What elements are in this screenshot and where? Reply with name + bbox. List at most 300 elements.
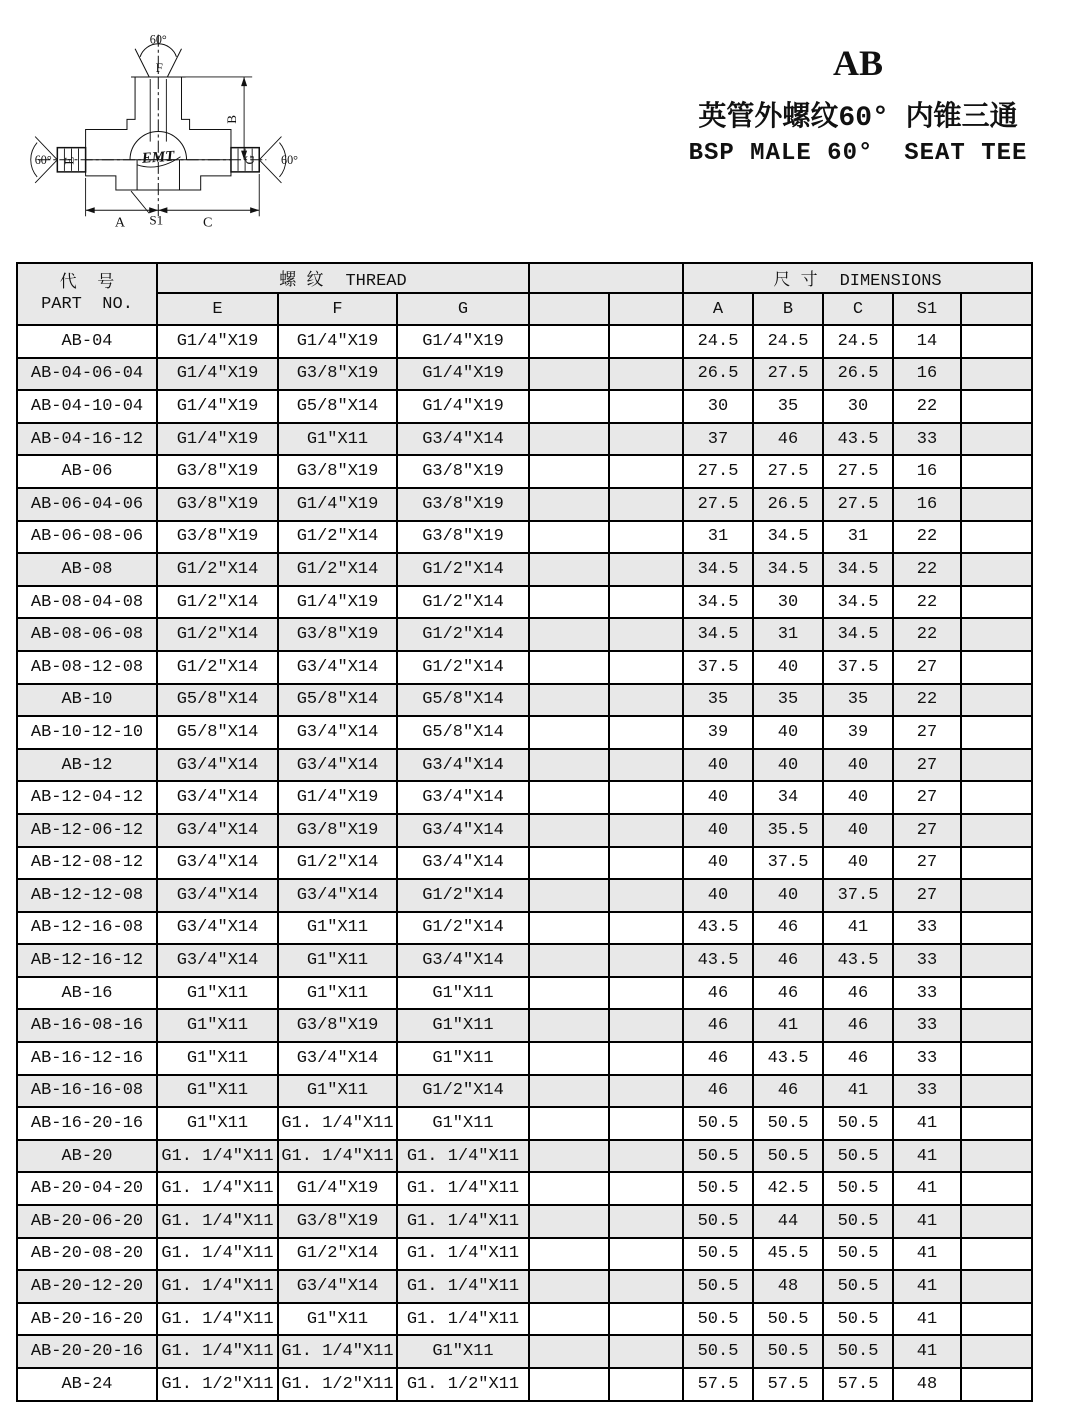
- cell-empty: [609, 1335, 683, 1368]
- cell-empty: [609, 521, 683, 554]
- table-row: [17, 1205, 1032, 1238]
- cell-dim-c: 50.5: [823, 1205, 893, 1238]
- cell-dim-c: 31: [823, 521, 893, 554]
- cell-thread-g: G1/4″X19: [397, 390, 529, 423]
- cell-thread-e: G1″X11: [157, 1075, 278, 1108]
- cell-dim-a: 31: [683, 521, 753, 554]
- cell-part-no: AB-20-08-20: [17, 1238, 157, 1271]
- cell-thread-f: G1″X11: [278, 1303, 397, 1336]
- cell-part-no: AB-16-20-16: [17, 1107, 157, 1140]
- cell-dim-b: 26.5: [753, 488, 823, 521]
- cell-empty: [529, 1205, 609, 1238]
- cell-empty: [609, 879, 683, 912]
- cell-empty: [609, 977, 683, 1010]
- cell-empty: [609, 1009, 683, 1042]
- cell-thread-e: G1″X11: [157, 1042, 278, 1075]
- cell-thread-f: G1. 1/4″X11: [278, 1107, 397, 1140]
- cell-part-no: AB-12-04-12: [17, 781, 157, 814]
- col-header-g: G: [397, 293, 529, 325]
- cell-dim-b: 34.5: [753, 553, 823, 586]
- cell-empty: [961, 1042, 1032, 1075]
- cell-dim-b: 34: [753, 781, 823, 814]
- cell-thread-g: G1/4″X19: [397, 325, 529, 358]
- cell-dim-a: 34.5: [683, 618, 753, 651]
- cell-thread-g: G1. 1/4″X11: [397, 1238, 529, 1271]
- table-row: [17, 390, 1032, 423]
- cell-dim-b: 45.5: [753, 1238, 823, 1271]
- cell-thread-g: G3/4″X14: [397, 423, 529, 456]
- cell-dim-c: 30: [823, 390, 893, 423]
- cell-dim-a: 40: [683, 879, 753, 912]
- cell-dim-s1: 22: [893, 553, 961, 586]
- cell-part-no: AB-16-16-08: [17, 1075, 157, 1108]
- cell-dim-c: 50.5: [823, 1335, 893, 1368]
- cell-empty: [961, 423, 1032, 456]
- cell-part-no: AB-08-04-08: [17, 586, 157, 619]
- cell-thread-f: G3/8″X19: [278, 358, 397, 391]
- header-thread-cn: 螺 纹: [279, 272, 324, 291]
- cell-dim-b: 27.5: [753, 455, 823, 488]
- cell-dim-a: 27.5: [683, 488, 753, 521]
- cell-dim-a: 24.5: [683, 325, 753, 358]
- cell-dim-a: 50.5: [683, 1205, 753, 1238]
- cell-thread-f: G3/4"X14: [278, 1270, 397, 1303]
- cell-empty: [961, 912, 1032, 945]
- cell-thread-e: G3/8″X19: [157, 455, 278, 488]
- cell-dim-a: 46: [683, 1042, 753, 1075]
- b-label: B: [224, 115, 240, 124]
- cell-part-no: AB-04-06-04: [17, 358, 157, 391]
- cell-thread-f: G1″X11: [278, 977, 397, 1010]
- table-row: [17, 1335, 1032, 1368]
- cell-thread-f: G1. 1/4″X11: [278, 1140, 397, 1173]
- col-header-empty: [529, 293, 609, 325]
- table-row: [17, 684, 1032, 717]
- cell-thread-f: G1/2″X14: [278, 1238, 397, 1271]
- cell-empty: [961, 358, 1032, 391]
- cell-thread-f: G1/2″X14: [278, 847, 397, 880]
- cell-part-no: AB-12-16-08: [17, 912, 157, 945]
- header-dimensions: [683, 263, 1032, 293]
- cell-empty: [961, 325, 1032, 358]
- table-row: [17, 455, 1032, 488]
- cell-thread-g: G3/4″X14: [397, 847, 529, 880]
- cell-dim-s1: 41: [893, 1303, 961, 1336]
- cell-thread-f: G3/8″X19: [278, 455, 397, 488]
- cell-thread-g: G1″X11: [397, 1042, 529, 1075]
- product-title-en: BSP MALE 60° SEAT TEE: [688, 139, 1028, 167]
- cell-dim-a: 43.5: [683, 912, 753, 945]
- cell-thread-f: G3/4″X14: [278, 716, 397, 749]
- cell-dim-s1: 27: [893, 847, 961, 880]
- cell-dim-b: 50.5: [753, 1140, 823, 1173]
- cell-dim-s1: 27: [893, 781, 961, 814]
- cell-thread-e: G1/4″X19: [157, 325, 278, 358]
- table-row: [17, 1368, 1032, 1401]
- cell-dim-b: 37.5: [753, 847, 823, 880]
- cell-part-no: AB-10: [17, 684, 157, 717]
- cell-empty: [961, 553, 1032, 586]
- cell-empty: [609, 358, 683, 391]
- cell-empty: [529, 1075, 609, 1108]
- left-angle-label: 60°: [34, 152, 52, 167]
- a-label: A: [114, 214, 126, 231]
- cell-dim-c: 27.5: [823, 488, 893, 521]
- table-row: [17, 749, 1032, 782]
- cell-thread-f: G3/8″X19: [278, 814, 397, 847]
- cell-part-no: AB-12-08-12: [17, 847, 157, 880]
- cell-thread-f: G3/4″X14: [278, 651, 397, 684]
- cell-dim-s1: 41: [893, 1140, 961, 1173]
- cell-thread-f: G1″X11: [278, 1075, 397, 1108]
- cell-empty: [609, 1172, 683, 1205]
- cell-part-no: AB-04: [17, 325, 157, 358]
- cell-empty: [609, 455, 683, 488]
- cell-empty: [961, 488, 1032, 521]
- cell-empty: [609, 1303, 683, 1336]
- cell-empty: [961, 586, 1032, 619]
- cell-empty: [609, 1368, 683, 1401]
- cell-dim-a: 34.5: [683, 553, 753, 586]
- cell-thread-e: G1/4″X19: [157, 358, 278, 391]
- cell-empty: [529, 749, 609, 782]
- cell-dim-b: 40: [753, 879, 823, 912]
- cell-part-no: AB-04-10-04: [17, 390, 157, 423]
- cell-thread-e: G1/4″X19: [157, 390, 278, 423]
- header-thread: [157, 263, 529, 293]
- emt-logo: EMT: [141, 148, 176, 167]
- table-row: [17, 781, 1032, 814]
- cell-empty: [961, 781, 1032, 814]
- cell-empty: [609, 1205, 683, 1238]
- table-row: [17, 358, 1032, 391]
- cell-dim-b: 57.5: [753, 1368, 823, 1401]
- table-row: [17, 1009, 1032, 1042]
- cell-thread-f: G1″X11: [278, 423, 397, 456]
- table-row: [17, 553, 1032, 586]
- header-part-no-cn: 代 号: [59, 273, 115, 293]
- cell-thread-f: G1/4″X19: [278, 586, 397, 619]
- cell-thread-f: G3/4″X14: [278, 1042, 397, 1075]
- cell-dim-a: 50.5: [683, 1140, 753, 1173]
- cell-dim-b: 43.5: [753, 1042, 823, 1075]
- cell-thread-g: G1. 1/4″X11: [397, 1270, 529, 1303]
- table-row: [17, 912, 1032, 945]
- cell-dim-b: 30: [753, 586, 823, 619]
- cell-dim-s1: 48: [893, 1368, 961, 1401]
- cell-dim-s1: 41: [893, 1270, 961, 1303]
- cell-empty: [961, 814, 1032, 847]
- product-title-cn: 英管外螺纹60° 内锥三通: [698, 102, 1018, 134]
- cell-dim-b: 40: [753, 651, 823, 684]
- cell-thread-g: G1. 1/4″X11: [397, 1205, 529, 1238]
- cell-thread-e: G1″X11: [157, 977, 278, 1010]
- cell-dim-a: 46: [683, 1009, 753, 1042]
- cell-dim-c: 37.5: [823, 651, 893, 684]
- cell-thread-e: G1. 1/4″X11: [157, 1238, 278, 1271]
- cell-empty: [529, 1270, 609, 1303]
- cell-dim-b: 46: [753, 944, 823, 977]
- cell-empty: [961, 1107, 1032, 1140]
- cell-dim-a: 46: [683, 1075, 753, 1108]
- cell-dim-s1: 16: [893, 358, 961, 391]
- cell-part-no: AB-24: [17, 1368, 157, 1401]
- cell-part-no: AB-20-06-20: [17, 1205, 157, 1238]
- cell-empty: [529, 1172, 609, 1205]
- cell-thread-f: G1/2″X14: [278, 521, 397, 554]
- cell-part-no: AB-20-04-20: [17, 1172, 157, 1205]
- cell-dim-s1: 33: [893, 1042, 961, 1075]
- cell-dim-s1: 27: [893, 749, 961, 782]
- cell-dim-c: 50.5: [823, 1140, 893, 1173]
- cell-dim-c: 40: [823, 814, 893, 847]
- cell-empty: [529, 1042, 609, 1075]
- cell-part-no: AB-08-06-08: [17, 618, 157, 651]
- cell-thread-g: G1″X11: [397, 1107, 529, 1140]
- cell-empty: [529, 847, 609, 880]
- cell-thread-g: G3/8″X19: [397, 455, 529, 488]
- cell-part-no: AB-06-04-06: [17, 488, 157, 521]
- cell-dim-c: 40: [823, 847, 893, 880]
- cell-dim-s1: 33: [893, 423, 961, 456]
- cell-dim-a: 50.5: [683, 1238, 753, 1271]
- cell-empty: [529, 455, 609, 488]
- cell-empty: [961, 651, 1032, 684]
- cell-thread-g: G1. 1/2″X11: [397, 1368, 529, 1401]
- s1-label: S1: [149, 212, 164, 228]
- cell-part-no: AB-08-12-08: [17, 651, 157, 684]
- cell-thread-f: G3/8″X19: [278, 1009, 397, 1042]
- cell-thread-e: G1/4″X19: [157, 423, 278, 456]
- cell-thread-e: G5/8″X14: [157, 684, 278, 717]
- cell-empty: [529, 684, 609, 717]
- cell-empty: [609, 1140, 683, 1173]
- cell-dim-b: 50.5: [753, 1107, 823, 1140]
- cell-thread-e: G1. 1/4″X11: [157, 1335, 278, 1368]
- cell-empty: [961, 1140, 1032, 1173]
- cell-thread-e: G1. 1/4″X11: [157, 1140, 278, 1173]
- cell-thread-f: G5/8″X14: [278, 390, 397, 423]
- cell-empty: [961, 1335, 1032, 1368]
- cell-thread-g: G3/4″X14: [397, 749, 529, 782]
- table-row: [17, 586, 1032, 619]
- cell-thread-e: G3/4″X14: [157, 749, 278, 782]
- cell-empty: [529, 1368, 609, 1401]
- cell-dim-s1: 22: [893, 684, 961, 717]
- cell-dim-s1: 22: [893, 390, 961, 423]
- cell-dim-a: 50.5: [683, 1172, 753, 1205]
- cell-part-no: AB-16-12-16: [17, 1042, 157, 1075]
- cell-empty: [609, 553, 683, 586]
- cell-empty: [529, 488, 609, 521]
- cell-empty: [609, 912, 683, 945]
- cell-empty: [961, 1270, 1032, 1303]
- technical-drawing: [22, 28, 340, 236]
- cell-dim-b: 24.5: [753, 325, 823, 358]
- cell-dim-a: 50.5: [683, 1270, 753, 1303]
- cell-thread-e: G3/8″X19: [157, 488, 278, 521]
- cell-dim-c: 41: [823, 912, 893, 945]
- table-row: [17, 716, 1032, 749]
- cell-thread-f: G1/4″X19: [278, 1172, 397, 1205]
- cell-dim-c: 46: [823, 1009, 893, 1042]
- product-code: AB: [832, 43, 883, 83]
- table-row: [17, 1042, 1032, 1075]
- cell-thread-g: G1/2″X14: [397, 1075, 529, 1108]
- cell-thread-g: G1/2″X14: [397, 912, 529, 945]
- cell-thread-g: G1/2″X14: [397, 651, 529, 684]
- cell-empty: [961, 684, 1032, 717]
- cell-empty: [529, 716, 609, 749]
- cell-empty: [529, 977, 609, 1010]
- cell-empty: [961, 847, 1032, 880]
- table-row: [17, 1172, 1032, 1205]
- cell-thread-e: G1. 1/4″X11: [157, 1205, 278, 1238]
- cell-thread-f: G1″X11: [278, 944, 397, 977]
- cell-empty: [961, 455, 1032, 488]
- cell-thread-g: G1. 1/4″X11: [397, 1140, 529, 1173]
- cell-part-no: AB-04-16-12: [17, 423, 157, 456]
- header-thread-en: THREAD: [345, 272, 407, 291]
- col-header-b: B: [753, 293, 823, 325]
- cell-empty: [529, 325, 609, 358]
- cell-dim-b: 46: [753, 423, 823, 456]
- cell-thread-e: G1″X11: [157, 1107, 278, 1140]
- cell-thread-e: G3/4″X14: [157, 879, 278, 912]
- cell-empty: [609, 423, 683, 456]
- cell-dim-a: 50.5: [683, 1107, 753, 1140]
- cell-empty: [609, 749, 683, 782]
- col-header-c: C: [823, 293, 893, 325]
- cell-thread-e: G3/4″X14: [157, 847, 278, 880]
- cell-thread-f: G1. 1/2″X11: [278, 1368, 397, 1401]
- cell-thread-e: G1/2″X14: [157, 651, 278, 684]
- cell-empty: [609, 684, 683, 717]
- cell-part-no: AB-12-16-12: [17, 944, 157, 977]
- cell-thread-f: G3/8″X19: [278, 618, 397, 651]
- cell-dim-b: 34.5: [753, 521, 823, 554]
- cell-empty: [609, 1270, 683, 1303]
- cell-dim-s1: 14: [893, 325, 961, 358]
- cell-empty: [961, 977, 1032, 1010]
- cell-thread-g: G1″X11: [397, 977, 529, 1010]
- cell-part-no: AB-12-06-12: [17, 814, 157, 847]
- cell-dim-b: 35.5: [753, 814, 823, 847]
- cell-dim-b: 27.5: [753, 358, 823, 391]
- cell-dim-b: 46: [753, 1075, 823, 1108]
- cell-empty: [529, 1140, 609, 1173]
- cell-dim-s1: 41: [893, 1107, 961, 1140]
- cell-empty: [529, 586, 609, 619]
- cell-dim-b: 31: [753, 618, 823, 651]
- cell-empty: [961, 716, 1032, 749]
- cell-dim-c: 34.5: [823, 586, 893, 619]
- cell-dim-c: 40: [823, 749, 893, 782]
- cell-dim-b: 40: [753, 716, 823, 749]
- cell-dim-b: 44: [753, 1205, 823, 1238]
- cell-empty: [609, 1238, 683, 1271]
- cell-empty: [529, 912, 609, 945]
- col-header-empty: [961, 293, 1032, 325]
- cell-thread-e: G1/2″X14: [157, 553, 278, 586]
- cell-dim-b: 50.5: [753, 1335, 823, 1368]
- cell-dim-c: 40: [823, 781, 893, 814]
- cell-dim-c: 26.5: [823, 358, 893, 391]
- cell-empty: [529, 651, 609, 684]
- cell-part-no: AB-20: [17, 1140, 157, 1173]
- spec-table: [16, 262, 1033, 1402]
- cell-empty: [961, 1205, 1032, 1238]
- cell-dim-c: 50.5: [823, 1238, 893, 1271]
- cell-thread-e: G1. 1/4″X11: [157, 1303, 278, 1336]
- cell-empty: [961, 1303, 1032, 1336]
- cell-dim-c: 34.5: [823, 618, 893, 651]
- cell-thread-e: G3/4″X14: [157, 944, 278, 977]
- cell-dim-a: 37.5: [683, 651, 753, 684]
- cell-empty: [609, 586, 683, 619]
- cell-dim-s1: 22: [893, 586, 961, 619]
- cell-empty: [529, 944, 609, 977]
- cell-dim-a: 35: [683, 684, 753, 717]
- cell-dim-c: 24.5: [823, 325, 893, 358]
- cell-dim-a: 26.5: [683, 358, 753, 391]
- cell-dim-a: 57.5: [683, 1368, 753, 1401]
- header-part-no-en: PART NO.: [41, 295, 133, 314]
- cell-dim-b: 40: [753, 749, 823, 782]
- cell-dim-b: 42.5: [753, 1172, 823, 1205]
- cell-dim-s1: 22: [893, 521, 961, 554]
- table-row: [17, 1140, 1032, 1173]
- cell-thread-g: G1/4″X19: [397, 358, 529, 391]
- cell-part-no: AB-20-16-20: [17, 1303, 157, 1336]
- cell-dim-c: 50.5: [823, 1107, 893, 1140]
- cell-thread-g: G3/8″X19: [397, 488, 529, 521]
- cell-dim-a: 39: [683, 716, 753, 749]
- cell-thread-g: G1″X11: [397, 1009, 529, 1042]
- cell-dim-c: 57.5: [823, 1368, 893, 1401]
- table-row: [17, 879, 1032, 912]
- cell-empty: [961, 390, 1032, 423]
- cell-empty: [609, 1075, 683, 1108]
- cell-dim-a: 46: [683, 977, 753, 1010]
- cell-thread-e: G1. 1/4″X11: [157, 1270, 278, 1303]
- cell-dim-s1: 33: [893, 1009, 961, 1042]
- top-angle-label: 60°: [149, 32, 167, 47]
- cell-empty: [529, 1107, 609, 1140]
- cell-thread-f: G5/8″X14: [278, 684, 397, 717]
- cell-dim-c: 34.5: [823, 553, 893, 586]
- cell-part-no: AB-06-08-06: [17, 521, 157, 554]
- cell-thread-g: G1/2″X14: [397, 618, 529, 651]
- cell-empty: [961, 618, 1032, 651]
- table-row: [17, 814, 1032, 847]
- cell-dim-c: 50.5: [823, 1172, 893, 1205]
- cell-dim-c: 50.5: [823, 1270, 893, 1303]
- cell-thread-f: G3/4″X14: [278, 879, 397, 912]
- c-label: C: [203, 214, 213, 231]
- cell-empty: [961, 879, 1032, 912]
- cell-dim-b: 35: [753, 390, 823, 423]
- cell-thread-g: G3/8″X19: [397, 521, 529, 554]
- cell-dim-b: 46: [753, 912, 823, 945]
- cell-empty: [529, 390, 609, 423]
- cell-thread-e: G1. 1/2″X11: [157, 1368, 278, 1401]
- header-spacer: [529, 263, 683, 293]
- cell-empty: [529, 553, 609, 586]
- cell-thread-g: G1″X11: [397, 1335, 529, 1368]
- cell-empty: [961, 1172, 1032, 1205]
- cell-thread-f: G3/8″X19: [278, 1205, 397, 1238]
